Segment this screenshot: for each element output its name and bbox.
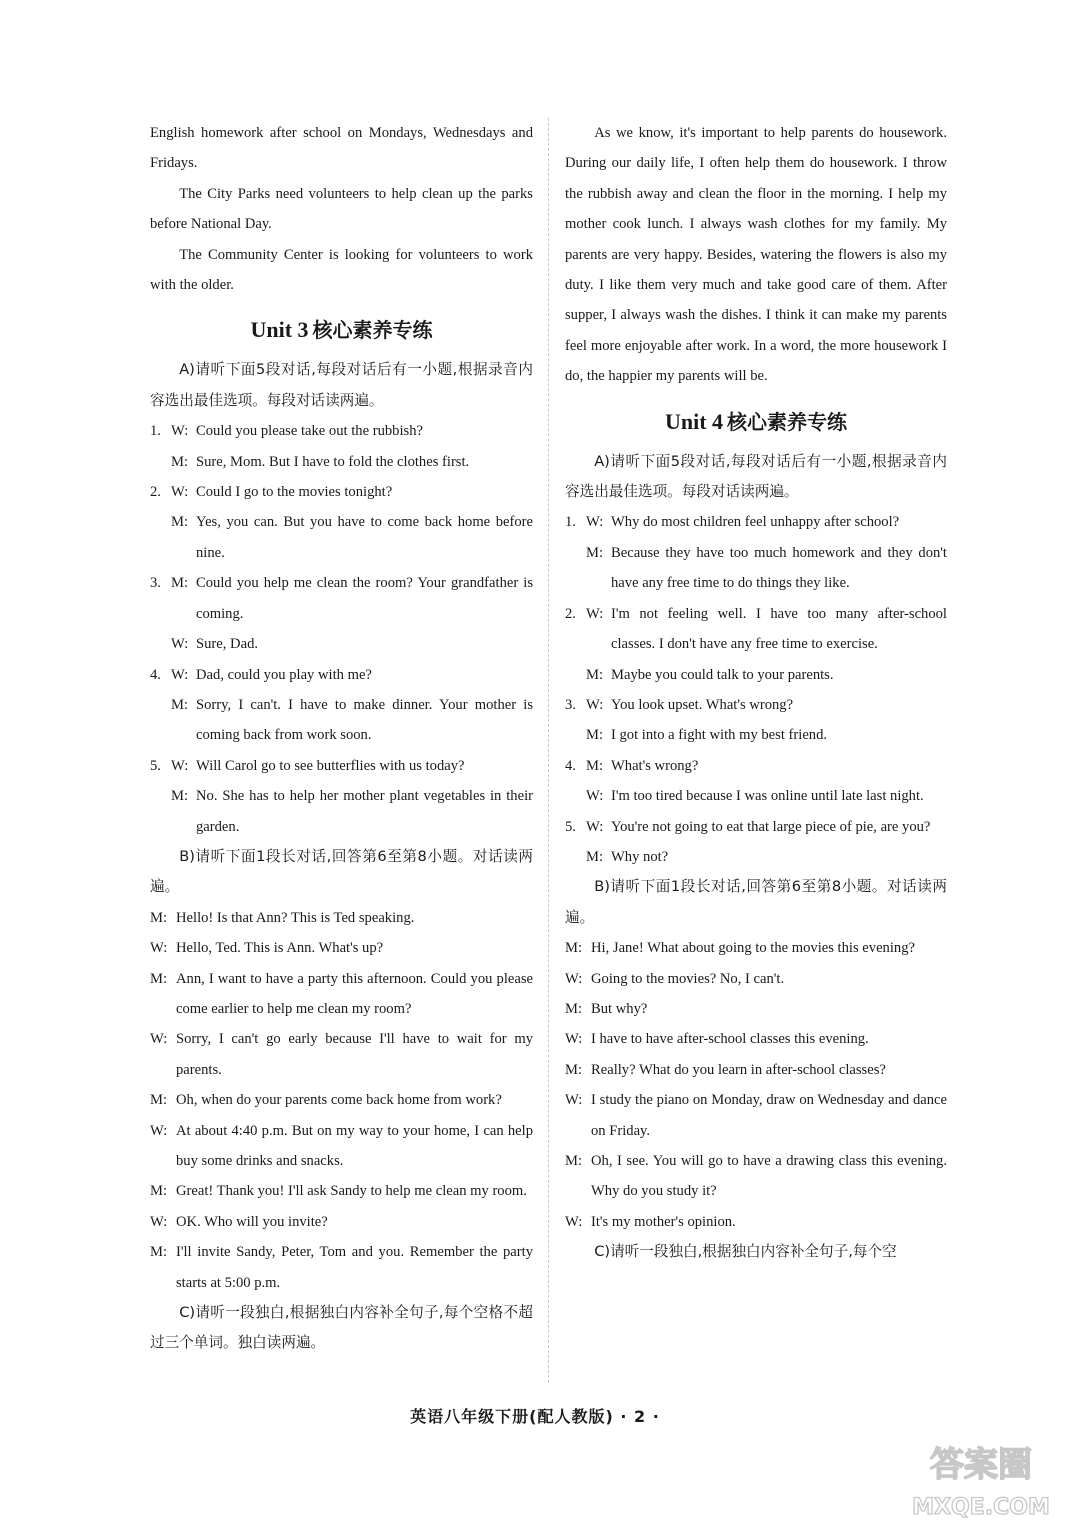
question-4: 4. W: Dad, could you play with me? M: Sorry, I can't. I have to make dinner. Your mother is coming back from work soon. [150,666,533,744]
question-3: 3. M: Could you help me clean the room? Your grandfather is coming. W: Sure, Dad. [150,575,533,653]
watermark-logo [906,1426,1056,1526]
paragraph: The City Parks need volunteers to help clean up the parks before National Day. [150,185,533,233]
watermark-url: MXQE.COM [912,1495,1050,1520]
section-b-instructions: B)请听下面1段长对话,回答第6至第8小题。对话读两遍。 [565,878,947,926]
long-dialogue [565,933,947,1237]
question-5: 5. W: Will Carol go to see butterflies with us today? M: No. She has to help her mother plant vegetables in their garden. [150,757,533,835]
section-a-instructions: A)请听下面5段对话,每段对话后有一小题,根据录音内容选出最佳选项。每段对话读两遍。 [565,452,947,501]
unit-3-title: Unit 3 核心素养专练 [250,317,433,343]
watermark-text: 答案圈 [930,1445,1032,1485]
section-c-instructions: C)请听一段独白,根据独白内容补全句子,每个空格不超过三个单词。独白读两遍。 [150,1304,533,1352]
dialogue-line: M: Hi, Jane! What about going to the movies this evening? [565,940,915,957]
section-b-instructions: B)请听下面1段长对话,回答第6至第8小题。对话读两遍。 [150,847,533,896]
column-divider [548,118,549,1383]
question-2: 2. W: Could I go to the movies tonight? M: Yes, you can. But you have to come back home before nine. [150,484,533,561]
dialogue-line: M: Great! Thank you! I'll ask Sandy to help me clean my room. [150,1183,527,1200]
dialogue-line: M: I'll invite Sandy, Peter, Tom and you. Remember the party starts at 5:00 p.m. [150,1244,533,1291]
dialogue-line: W: Going to the movies? No, I can't. [565,970,785,987]
continued-paragraph: English homework after school on Mondays, Wednesdays and Fridays. [150,125,533,172]
dialogue-line: M: But why? [565,1000,648,1017]
sample-essay: As we know, it's important to help parents do housework. During our daily life, I often help them do housework. I throw the rubbish away and clean the floor in the morning. I help my mother cook lunch. I always wash clothes for my family. My parents are very happy. Besides, watering the flowers is also my duty. I like them very much and take good care of them. After supper, I always wash the dishes. I think it can make my parents feel more enjoyable after work. In a word, the more housework I do, the happier my parents will be. [565,125,947,385]
section-a-instructions: A)请听下面5段对话,每段对话后有一小题,根据录音内容选出最佳选项。每段对话读两遍。 [150,361,533,409]
dialogue-line: M: Ann, I want to have a party this afternoon. Could you please come earlier to help me clean my room? [150,970,533,1017]
dialogue-line: W: At about 4:40 p.m. But on my way to your home, I can help buy some drinks and snacks. [150,1122,533,1169]
question-3: 3. W: You look upset. What's wrong? M: I got into a fight with my best friend. [565,696,828,744]
left-column [150,118,533,1359]
dialogue-line: W: Hello, Ted. This is Ann. What's up? [150,940,384,957]
question-5: 5. W: You're not going to eat that large piece of pie, are you? M: Why not? [565,818,931,865]
dialogue-line: W: It's my mother's opinion. [565,1213,736,1230]
dialogue-line: M: Oh, when do your parents come back home from work? [150,1092,502,1109]
page-footer: 英语八年级下册(配人教版) · 2 · [410,1407,660,1426]
unit-4-title: Unit 4 核心素养专练 [664,408,848,434]
dialogue-line: M: Really? What do you learn in after-school classes? [565,1061,886,1078]
dialogue-line: W: I have to have after-school classes this evening. [565,1031,869,1048]
right-column [565,118,947,1268]
dialogue-line: M: Oh, I see. You will go to have a drawing class this evening. Why do you study it? [565,1153,947,1200]
question-1: 1. W: Why do most children feel unhappy after school? M: Because they have too much homework and they don't have any free time to do things they like. [565,514,947,592]
dialogue-line: W: Sorry, I can't go early because I'll have to wait for my parents. [150,1031,533,1078]
dialogue-line: W: OK. Who will you invite? [150,1213,328,1230]
question-2: 2. W: I'm not feeling well. I have too many after-school classes. I don't have any free time to exercise. M: Maybe you could talk to your parents. [565,605,947,683]
dialogue-line: M: Hello! Is that Ann? This is Ted speaking. [150,909,415,926]
long-dialogue [150,903,533,1298]
question-4: 4. M: What's wrong? W: I'm too tired because I was online until late last night. [565,757,924,805]
section-c-instructions: C)请听一段独白,根据独白内容补全句子,每个空 [594,1243,897,1261]
paragraph: The Community Center is looking for volunteers to work with the older. [150,246,533,294]
dialogue-line: W: I study the piano on Monday, draw on Wednesday and dance on Friday. [565,1092,947,1139]
question-1: 1. W: Could you please take out the rubbish? M: Sure, Mom. But I have to fold the clothes first. [150,423,470,470]
